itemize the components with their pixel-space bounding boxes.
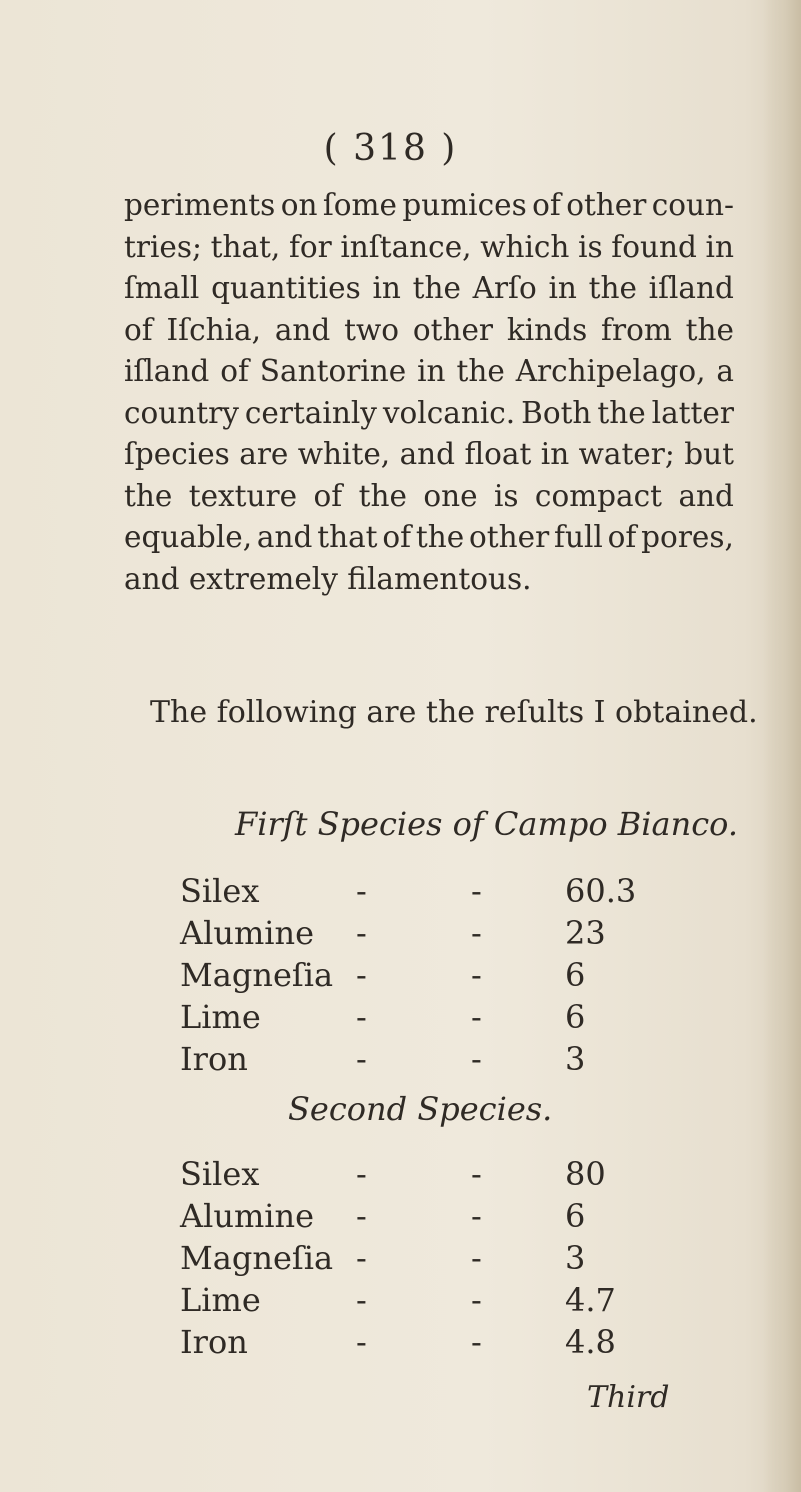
- word: periments: [124, 188, 276, 222]
- word: of: [532, 188, 561, 222]
- dash: -: [356, 1155, 367, 1193]
- word: tries;: [124, 229, 202, 264]
- dash: -: [356, 998, 367, 1036]
- word: on: [280, 188, 318, 222]
- word: of: [313, 478, 343, 513]
- component-value: 6: [565, 998, 586, 1036]
- dash: -: [471, 998, 482, 1036]
- table-row: [180, 956, 610, 998]
- text-line: [124, 434, 734, 476]
- table-row: [180, 1155, 610, 1197]
- component-name: Iron: [180, 1323, 248, 1361]
- component-value: 4.7: [565, 1281, 616, 1319]
- word: Santorine: [259, 354, 407, 388]
- component-value: 80: [565, 1155, 606, 1193]
- word: the: [685, 312, 734, 347]
- word: iſland: [648, 271, 734, 305]
- component-value: 6: [565, 956, 586, 994]
- word: of: [220, 354, 249, 388]
- word: texture: [188, 478, 298, 513]
- word: ſpecies: [124, 437, 230, 471]
- component-name: Silex: [180, 1155, 260, 1193]
- dash: -: [471, 1040, 482, 1078]
- table-row: [180, 872, 637, 914]
- component-name: Lime: [180, 998, 261, 1036]
- word: ſome: [322, 188, 397, 222]
- word: latter: [651, 395, 734, 430]
- table-row: [180, 1239, 610, 1281]
- dash: -: [356, 1197, 367, 1235]
- word: which: [480, 229, 570, 264]
- word: country: [124, 395, 239, 430]
- word: are: [239, 437, 289, 471]
- component-value: 3: [565, 1040, 586, 1078]
- word: of: [607, 520, 637, 554]
- word: full: [554, 520, 603, 554]
- word: is: [493, 478, 519, 513]
- word: but: [684, 437, 734, 471]
- word: two: [344, 312, 400, 347]
- word: and: [256, 520, 313, 554]
- text-line: [124, 268, 734, 310]
- dash: -: [356, 872, 367, 910]
- word: Arſo: [472, 271, 537, 305]
- word: of: [124, 312, 153, 347]
- first-species-table: [180, 872, 637, 1082]
- table-row: [180, 998, 610, 1040]
- first-species-heading: Firſt Species of Campo Bianco.: [235, 805, 738, 843]
- word: float: [464, 437, 532, 471]
- component-value: 4.8: [565, 1323, 616, 1361]
- paragraph-1: [124, 185, 734, 600]
- word: for: [288, 229, 332, 264]
- word: kinds: [506, 312, 588, 347]
- word: one: [423, 478, 478, 513]
- word: found: [611, 229, 697, 264]
- table-row: [180, 914, 610, 956]
- word: the: [124, 478, 173, 513]
- dash: -: [356, 914, 367, 952]
- component-name: Silex: [180, 872, 260, 910]
- word: certainly: [244, 395, 377, 430]
- word: compact: [534, 478, 663, 513]
- word: in: [548, 271, 577, 305]
- word: in: [372, 271, 401, 305]
- word: pumices: [402, 188, 527, 222]
- component-name: Alumine: [180, 1197, 315, 1235]
- text-line: [124, 185, 734, 227]
- page-edge-shadow: [763, 0, 801, 1492]
- dash: -: [471, 1323, 482, 1361]
- text-line: [124, 351, 734, 393]
- word: the: [415, 520, 465, 554]
- second-species-table: [180, 1155, 616, 1365]
- text-line: [124, 476, 734, 518]
- paragraph-2: The following are the reſults I obtained.: [150, 695, 758, 730]
- table-row: [180, 1197, 610, 1239]
- word: and: [274, 312, 331, 347]
- component-value: 60.3: [565, 872, 637, 910]
- word: is: [578, 229, 603, 264]
- word: white,: [297, 437, 391, 471]
- word: coun-: [651, 188, 734, 222]
- text-line: [124, 227, 734, 269]
- dash: -: [471, 1281, 482, 1319]
- word: that,: [210, 229, 281, 264]
- component-name: Iron: [180, 1040, 248, 1078]
- second-species-heading: Second Species.: [288, 1090, 553, 1128]
- word: in: [417, 354, 446, 388]
- word: Archipelago,: [515, 354, 706, 388]
- word: the: [456, 354, 505, 388]
- dash: -: [471, 914, 482, 952]
- word: quantities: [211, 271, 361, 305]
- word: pores,: [641, 520, 734, 554]
- table-row: [180, 1323, 616, 1365]
- word: and: [399, 437, 456, 471]
- word: of: [382, 520, 412, 554]
- component-name: Magneſia: [180, 956, 334, 994]
- word: other: [469, 520, 550, 554]
- word: in: [540, 437, 570, 471]
- dash: -: [471, 1197, 482, 1235]
- word: a: [716, 354, 734, 388]
- dash: -: [471, 1239, 482, 1277]
- word: and: [678, 478, 734, 513]
- component-value: 3: [565, 1239, 586, 1277]
- word: other: [412, 312, 494, 347]
- word: other: [566, 188, 647, 222]
- text-line: [124, 517, 734, 559]
- dash: -: [356, 1239, 367, 1277]
- text-line: [124, 393, 734, 435]
- word: from: [601, 312, 672, 347]
- word: the: [588, 271, 637, 305]
- word: Both: [521, 395, 592, 430]
- page-number: ( 318 ): [323, 128, 458, 169]
- dash: -: [356, 1281, 367, 1319]
- word: inſtance,: [340, 229, 472, 264]
- dash: -: [471, 1155, 482, 1193]
- table-row: [180, 1040, 610, 1082]
- text-line: [124, 310, 734, 352]
- text-line: and extremely filamentous.: [124, 561, 532, 596]
- word: Iſchia,: [166, 312, 262, 347]
- word: the: [597, 395, 646, 430]
- word: that: [317, 520, 378, 554]
- word: ſmall: [124, 271, 200, 305]
- word: the: [358, 478, 407, 513]
- word: iſland: [124, 354, 210, 388]
- word: the: [412, 271, 461, 305]
- dash: -: [356, 956, 367, 994]
- component-name: Magneſia: [180, 1239, 334, 1277]
- dash: -: [471, 956, 482, 994]
- component-name: Lime: [180, 1281, 261, 1319]
- catchword: Third: [587, 1380, 670, 1415]
- word: equable,: [124, 520, 253, 554]
- component-value: 6: [565, 1197, 586, 1235]
- dash: -: [356, 1040, 367, 1078]
- word: water;: [578, 437, 675, 471]
- dash: -: [471, 872, 482, 910]
- dash: -: [356, 1323, 367, 1361]
- word: volcanic.: [382, 395, 516, 430]
- table-row: [180, 1281, 616, 1323]
- component-value: 23: [565, 914, 606, 952]
- component-name: Alumine: [180, 914, 315, 952]
- word: in: [705, 229, 734, 264]
